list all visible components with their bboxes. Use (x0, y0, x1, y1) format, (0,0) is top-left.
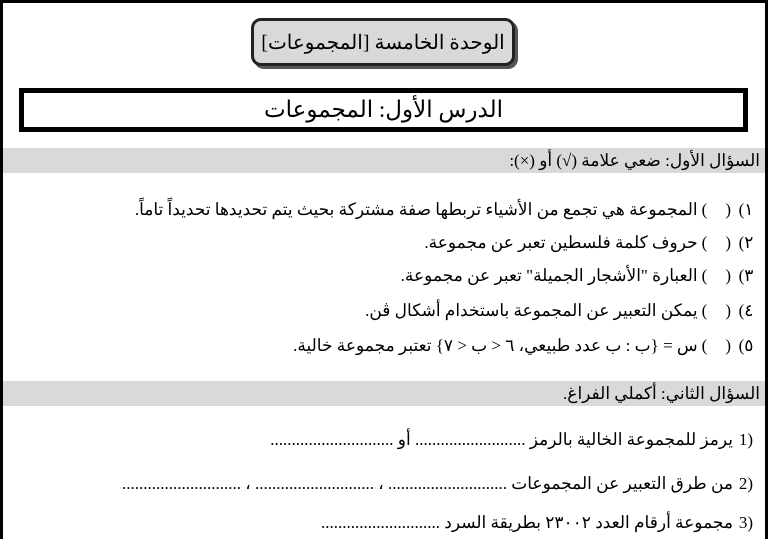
q1-item-number: ١) (738, 200, 754, 219)
q1-item-text: المجموعة هي تجمع من الأشياء تربطها صفة مشتركة بحيث يتم تحديدها تحديداً تاماً. (134, 200, 698, 219)
answer-blank[interactable]: () (701, 200, 731, 219)
question1-heading (3, 148, 765, 173)
q1-item-2 (424, 233, 755, 253)
q1-item-text: يمكن التعبير عن المجموعة باستخدام أشكال ڤن. (365, 301, 698, 320)
answer-blank[interactable]: () (701, 301, 731, 320)
question1-heading-text: السؤال الأول: ضعي علامة (√) أو (×): (509, 150, 760, 170)
q2-item-text[interactable]: يرمز للمجموعة الخالية بالرمز .......................... أو ............................. (270, 430, 733, 449)
q1-item-5 (293, 336, 755, 356)
q1-item-number: ٢) (738, 233, 754, 252)
q2-item-2 (122, 474, 755, 494)
q1-item-text: س = {ب : ب عدد طبيعي، ٦ < ب < ٧} تعتبر مجموعة خالية. (293, 336, 698, 355)
page-border-top (0, 0, 768, 3)
q2-item-text[interactable]: مجموعة أرقام العدد ٢٣٠٠٢ بطريقة السرد ............................ (321, 513, 733, 532)
q2-item-1 (270, 430, 755, 450)
q1-item-3 (401, 266, 755, 286)
q1-item-number: ٥) (738, 336, 754, 355)
page-border-left (0, 0, 3, 539)
q2-item-text[interactable]: من طرق التعبير عن المجموعات ............................ ، ............................ ، ............................ (122, 474, 733, 493)
q1-item-text: حروف كلمة فلسطين تعبر عن مجموعة. (424, 233, 698, 252)
q1-item-4 (365, 301, 755, 321)
question2-heading (3, 381, 765, 406)
q1-item-1 (135, 200, 755, 220)
question2-heading-text: السؤال الثاني: أكملي الفراغ. (563, 383, 760, 403)
q2-item-3 (321, 513, 755, 533)
q1-item-text: العبارة "الأشجار الجميلة" تعبر عن مجموعة. (400, 266, 698, 285)
answer-blank[interactable]: () (701, 233, 731, 252)
q1-item-number: ٤) (738, 301, 754, 320)
q2-item-number: 3) (738, 513, 754, 532)
lesson-title: الدرس الأول: المجموعات (19, 88, 748, 132)
q1-item-number: ٣) (738, 266, 754, 285)
answer-blank[interactable]: () (701, 336, 731, 355)
q2-item-number: 2) (738, 474, 754, 493)
unit-title: الوحدة الخامسة [المجموعات] (251, 18, 515, 66)
answer-blank[interactable]: () (701, 266, 731, 285)
q2-item-number: 1) (738, 430, 754, 449)
